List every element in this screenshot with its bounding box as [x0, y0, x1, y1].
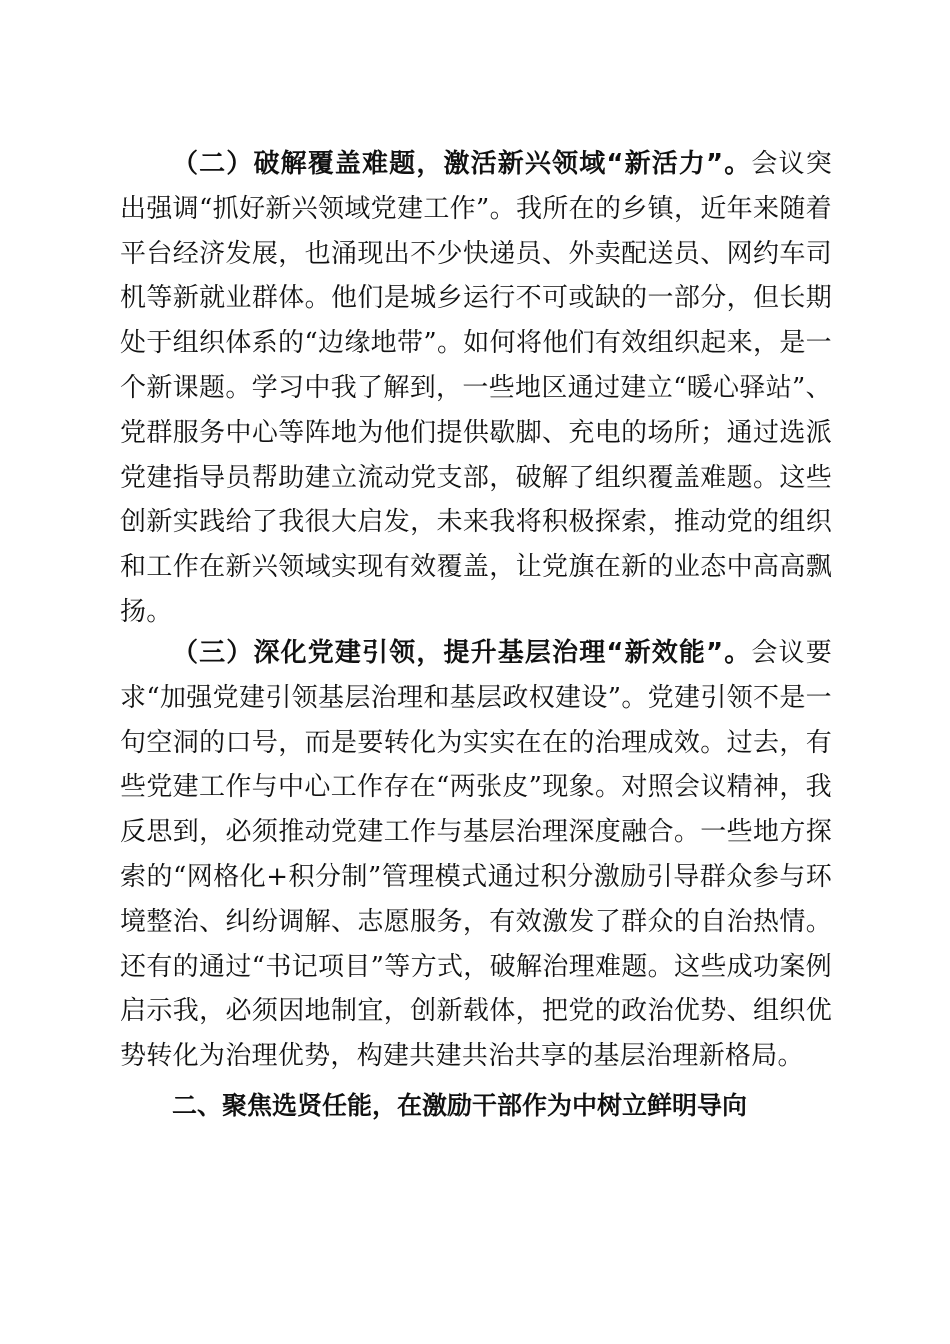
paragraph-new-fields [120, 142, 832, 635]
paragraph-lead: （二）破解覆盖难题，激活新兴领域“新活力”。 [172, 149, 752, 179]
paragraph-body: 会议要求“加强党建引领基层治理和基层政权建设”。党建引领不是一句空洞的口号，而是要转化为实实在在的治理成效。过去，有些党建工作与中心工作存在“两张皮”现象。对照会议精神，我反思到，必须推动党建工作与基层治理深度融合。一些地方探索的“网格化+积分制”管理模式通过积分激励引导群众参与环境整治、纠纷调解、志愿服务，有效激发了群众的自治热情。还有的通过“书记项目”等方式，破解治理难题。这些成功案例启示我，必须因地制宜，创新载体，把党的政治优势、组织优势转化为治理优势，构建共建共治共享的基层治理新格局。 [120, 638, 832, 1072]
paragraph-grassroots-governance [120, 631, 832, 1079]
paragraph-body: 会议突出强调“抓好新兴领域党建工作”。我所在的乡镇，近年来随着平台经济发展，也涌现出不少快递员、外卖配送员、网约车司机等新就业群体。他们是城乡运行不可或缺的一部分，但长期处于组织体系的“边缘地带”。如何将他们有效组织起来，是一个新课题。学习中我了解到，一些地区通过建立“暖心驿站”、党群服务中心等阵地为他们提供歇脚、充电的场所；通过选派党建指导员帮助建立流动党支部，破解了组织覆盖难题。这些创新实践给了我很大启发，未来我将积极探索，推动党的组织和工作在新兴领域实现有效覆盖，让党旗在新的业态中高高飘扬。 [120, 149, 832, 627]
section-heading: 二、聚焦选贤任能，在激励干部作为中树立鲜明导向 [172, 1091, 748, 1120]
paragraph-lead: （三）深化党建引领，提升基层治理“新效能”。 [172, 638, 752, 668]
